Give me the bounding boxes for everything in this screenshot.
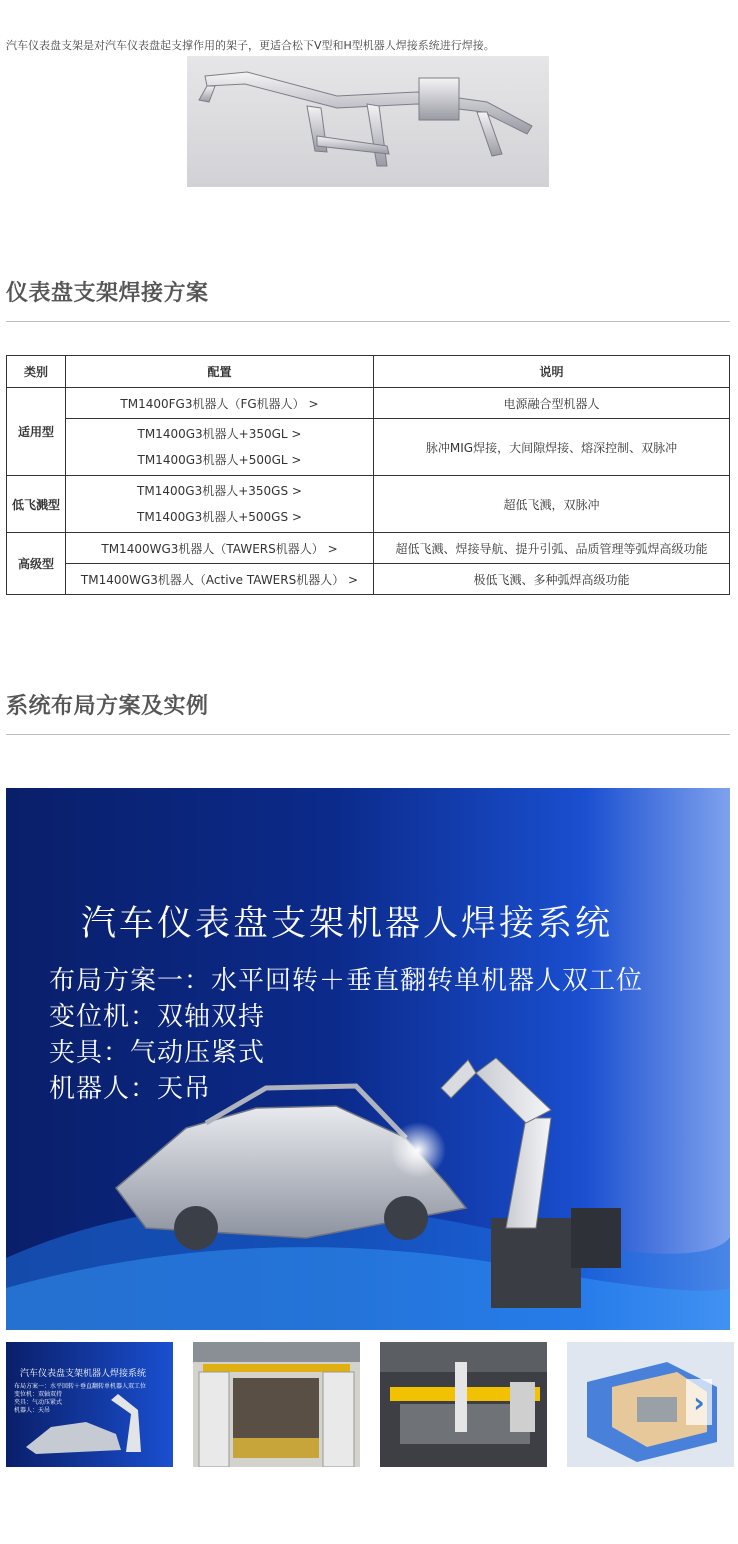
header-config: 配置 (66, 356, 374, 388)
thumbnail-title: 汽车仪表盘支架机器人焊接系统 (20, 1369, 147, 1379)
description-cell: 极低飞溅、多种弧焊高级功能 (374, 564, 730, 595)
table-row (7, 476, 730, 533)
config-link[interactable]: TM1400G3机器人+350GL > (137, 427, 302, 441)
banner-line: 变位机：双轴双持 (49, 1002, 266, 1032)
thumbnail-line: 机器人：天吊 (14, 1407, 51, 1414)
section-title-welding-plan: 仪表盘支架焊接方案 (6, 281, 209, 306)
chevron-right-icon: › (693, 1385, 705, 1419)
description-cell: 电源融合型机器人 (374, 388, 730, 419)
table-row (7, 419, 730, 476)
dashboard-bracket-image (187, 56, 549, 187)
thumbnail-line: 夹具：气动压紧式 (14, 1399, 63, 1406)
category-cell: 高级型 (7, 533, 66, 595)
description-cell: 超低飞溅，双脉冲 (374, 476, 730, 533)
thumbnail-2[interactable] (193, 1342, 360, 1467)
header-category: 类别 (7, 356, 66, 388)
intro-text: 汽车仪表盘支架是对汽车仪表盘起支撑作用的架子，更适合松下V型和H型机器人焊接系统进行焊接。 (6, 39, 495, 52)
table-row (7, 564, 730, 595)
carousel-next-button[interactable] (686, 1379, 712, 1425)
thumbnail-strip (6, 1342, 730, 1468)
banner-line: 机器人：天吊 (49, 1074, 212, 1104)
banner-title: 汽车仪表盘支架机器人焊接系统 (81, 904, 614, 944)
header-description: 说明 (374, 356, 730, 388)
config-link[interactable]: TM1400G3机器人+500GS > (137, 510, 302, 524)
thumbnail-1[interactable] (6, 1342, 173, 1467)
config-link[interactable]: TM1400G3机器人+350GS > (137, 484, 302, 498)
divider (6, 734, 730, 735)
banner-line: 夹具：气动压紧式 (49, 1038, 266, 1068)
description-cell: 脉冲MIG焊接，大间隙焊接、熔深控制、双脉冲 (374, 419, 730, 476)
config-cell (66, 419, 374, 476)
config-cell (66, 476, 374, 533)
config-link[interactable]: TM1400G3机器人+500GL > (137, 453, 302, 467)
thumbnail-graphic (6, 1342, 173, 1467)
spec-table (6, 355, 730, 595)
thumbnail-graphic (193, 1342, 360, 1467)
description-cell: 超低飞溅、焊接导航、提升引弧、品质管理等弧焊高级功能 (374, 533, 730, 564)
banner-line: 布局方案一：水平回转＋垂直翻转单机器人双工位 (49, 966, 644, 996)
thumbnail-3[interactable] (380, 1342, 547, 1467)
divider (6, 321, 730, 322)
category-cell: 适用型 (7, 388, 66, 476)
thumbnail-graphic (380, 1342, 547, 1467)
config-link[interactable]: TM1400WG3机器人（TAWERS机器人） > (66, 533, 374, 564)
bracket-illustration (187, 56, 549, 187)
table-row (7, 533, 730, 564)
config-link[interactable]: TM1400FG3机器人（FG机器人） > (66, 388, 374, 419)
main-banner-image (6, 788, 730, 1330)
section-title-layout: 系统布局方案及实例 (6, 694, 209, 719)
config-link[interactable]: TM1400WG3机器人（Active TAWERS机器人） > (66, 564, 374, 595)
table-row (7, 388, 730, 419)
table-header-row (7, 356, 730, 388)
thumbnail-line: 布局方案一：水平回转＋垂直翻转单机器人双工位 (14, 1383, 147, 1390)
category-cell: 低飞溅型 (7, 476, 66, 533)
thumbnail-line: 变位机：双轴双持 (14, 1391, 63, 1398)
